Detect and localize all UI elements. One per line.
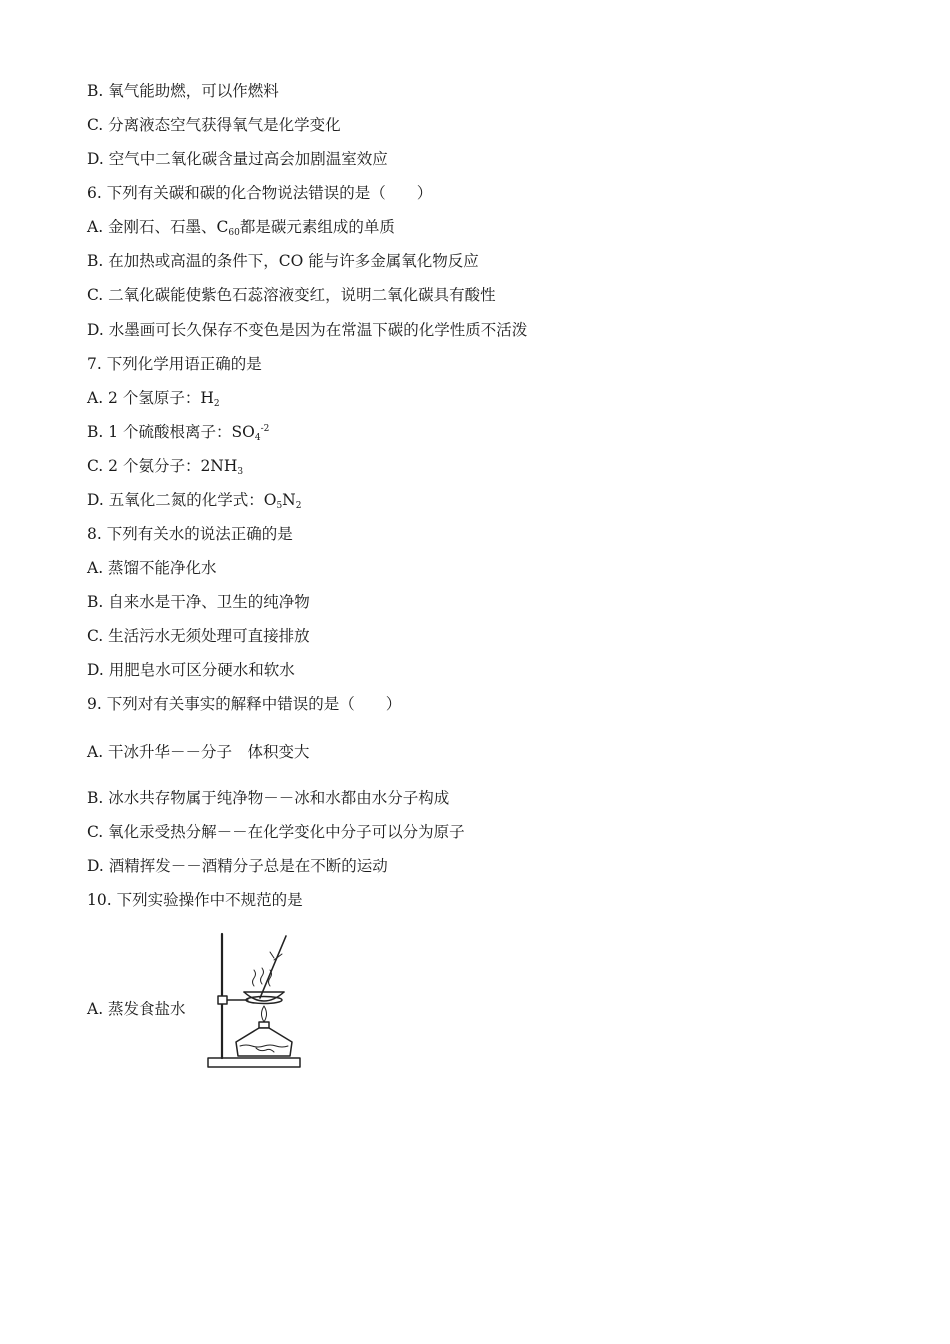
q9-option-c: C. 氧化汞受热分解－－在化学变化中分子可以分为原子 (87, 823, 465, 841)
question-7: 7. 下列化学用语正确的是 (87, 355, 262, 373)
q7-option-d (87, 490, 301, 510)
q8-option-b: B. 自来水是干净、卫生的纯净物 (87, 593, 310, 611)
q6-option-a-text2: 都是碳元素组成的单质 (239, 218, 395, 236)
q7-option-d-text1: D. 五氧化二氮的化学式：O (87, 491, 277, 509)
q6-option-d: D. 水墨画可长久保存不变色是因为在常温下碳的化学性质不活泼 (87, 321, 528, 339)
q6-option-a (87, 217, 395, 237)
q8-option-a: A. 蒸馏不能净化水 (87, 559, 217, 577)
q7-option-b-subscript: 4 (254, 433, 261, 443)
question-8: 8. 下列有关水的说法正确的是 (87, 525, 293, 543)
q7-option-a-subscript: 2 (213, 399, 220, 409)
glass-rod (260, 936, 286, 998)
q7-option-c-subscript: 3 (237, 467, 244, 477)
q8-option-d: D. 用肥皂水可区分硬水和软水 (87, 661, 295, 679)
q7-option-d-subscript1: 5 (276, 501, 283, 511)
q7-option-b-superscript: -2 (260, 424, 270, 434)
alcohol-lamp (236, 1028, 292, 1056)
stand-base (208, 1058, 300, 1067)
line-option-d-greenhouse: D. 空气中二氧化碳含量过高会加剧温室效应 (87, 150, 388, 168)
line-option-c-liquid-air: C. 分离液态空气获得氧气是化学变化 (87, 116, 341, 134)
q9-option-b: B. 冰水共存物属于纯净物－－冰和水都由水分子构成 (87, 789, 450, 807)
q8-option-c: C. 生活污水无须处理可直接排放 (87, 627, 310, 645)
q7-option-d-text2: N (282, 491, 296, 509)
question-6: 6. 下列有关碳和碳的化合物说法错误的是（ ） (87, 184, 433, 202)
lamp-neck (259, 1022, 269, 1028)
evaporation-apparatus-figure (200, 930, 310, 1072)
question-10: 10. 下列实验操作中不规范的是 (87, 891, 303, 909)
q7-option-b (87, 422, 269, 442)
q7-option-a (87, 388, 220, 408)
q9-option-a: A. 干冰升华－－分子 体积变大 (87, 743, 310, 761)
q6-option-c: C. 二氧化碳能使紫色石蕊溶液变红，说明二氧化碳具有酸性 (87, 286, 496, 304)
flame (262, 1006, 267, 1022)
q9-option-d: D. 酒精挥发－－酒精分子总是在不断的运动 (87, 857, 388, 875)
q6-option-a-text1: A. 金刚石、石墨、C (87, 218, 229, 236)
line-option-b-oxygen: B. 氧气能助燃，可以作燃料 (87, 82, 279, 100)
q7-option-c-text: C. 2 个氨分子：2NH (87, 457, 238, 475)
clamp-boss (218, 996, 227, 1004)
q7-option-b-text: B. 1 个硫酸根离子：SO (87, 423, 255, 441)
q10-option-a: A. 蒸发食盐水 (87, 1000, 186, 1018)
q7-option-d-subscript2: 2 (295, 501, 302, 511)
q7-option-a-text: A. 2 个氢原子：H (87, 389, 214, 407)
q6-option-a-subscript: 60 (228, 228, 240, 238)
q7-option-c (87, 456, 243, 476)
question-9: 9. 下列对有关事实的解释中错误的是（ ） (87, 695, 402, 713)
q6-option-b: B. 在加热或高温的条件下，CO 能与许多金属氧化物反应 (87, 252, 479, 270)
